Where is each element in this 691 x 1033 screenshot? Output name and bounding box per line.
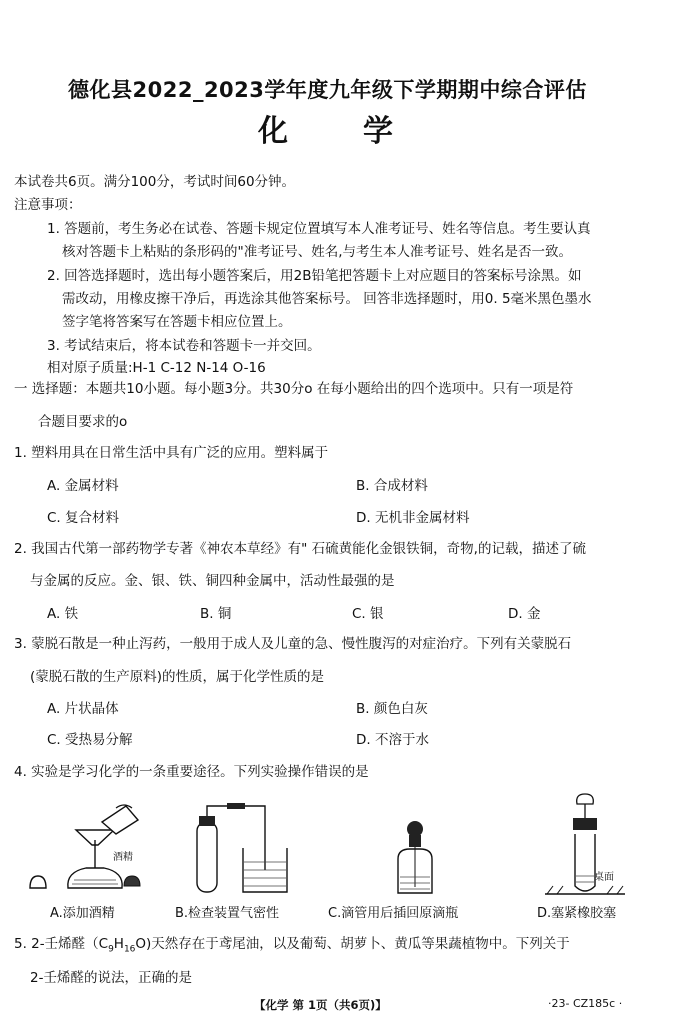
section-heading-1: 一 选择题：本题共10小题。每小题3分。共30分o 在每小题给出的四个选项中。只有一项是符	[14, 381, 574, 397]
q1-stem: 1. 塑料用具在日常生活中具有广泛的应用。塑料属于	[14, 445, 329, 461]
q1-option-c: C. 复合材料	[47, 510, 120, 526]
q2-option-b: B. 铜	[200, 606, 232, 622]
q4-option-a: A.添加酒精	[50, 906, 115, 921]
q3-stem-1: 3. 蒙脱石散是一种止泻药，一般用于成人及儿童的急、慢性腹泻的对症治疗。下列有关蒙脱石	[14, 636, 572, 652]
q5-stem-2: 2-壬烯醛的说法，正确的是	[30, 970, 192, 986]
q3-option-d: D. 不溶于水	[356, 732, 429, 748]
q2-option-d: D. 金	[508, 606, 541, 622]
q1-option-a: A. 金属材料	[47, 478, 119, 494]
note-2b: 需改动，用橡皮擦干净后，再选涂其他答案标号。 回答非选择题时，用0. 5毫米黑色墨水	[62, 291, 592, 307]
q4-option-d: D.塞紧橡胶塞	[537, 906, 617, 921]
q5-stem-1: 5. 2-壬烯醛$(C_9H_{16}O)$天然存在于鸢尾油，以及葡萄、胡萝卜、黄瓜等果蔬植物中。下列关于	[14, 936, 570, 955]
q1-option-b: B. 合成材料	[356, 478, 428, 494]
q2-option-c: C. 银	[352, 606, 384, 622]
figure-c-dropper	[380, 815, 450, 900]
note-1a: 1. 答题前，考生务必在试卷、答题卡规定位置填写本人准考证号、姓名等信息。考生要认真	[47, 221, 591, 237]
note-1b: 核对答题卡上粘贴的条形码的"准考证号、姓名,与考生本人准考证号、姓名是否一致。	[62, 244, 572, 260]
q2-option-a: A. 铁	[47, 606, 79, 622]
q4-option-b: B.检查装置气密性	[175, 906, 280, 921]
notes-title: 注意事项：	[14, 197, 82, 213]
subject-left: 化	[258, 114, 290, 149]
q3-stem-2: (蒙脱石散的生产原料)的性质，属于化学性质的是	[30, 669, 325, 685]
note-3: 3. 考试结束后，将本试卷和答题卡一并交回。	[47, 338, 321, 354]
figure-d-stopper	[545, 790, 625, 900]
exam-title: 德化县2022_2023学年度九年级下学期期中综合评估	[68, 78, 587, 102]
q3-option-b: B. 颜色白灰	[356, 701, 428, 717]
page-footer: 【化学 第 1页（共6页)】	[254, 998, 387, 1012]
q1-option-d: D. 无机非金属材料	[356, 510, 470, 526]
q3-option-c: C. 受热易分解	[47, 732, 133, 748]
note-2c: 签字笔将答案写在答题卡相应位置上。	[62, 314, 292, 330]
section-heading-2: 合题目要求的o	[38, 414, 128, 430]
q3-option-a: A. 片状晶体	[47, 701, 119, 717]
q4-stem: 4. 实验是学习化学的一条重要途径。下列实验操作错误的是	[14, 764, 369, 780]
label-table: 桌面	[594, 872, 614, 883]
intro-line: 本试卷共6页。满分100分，考试时间60分钟。	[14, 174, 296, 190]
atomic-mass: 相对原子质量:H-1 C-12 N-14 O-16	[47, 360, 266, 376]
q4-option-c: C.滴管用后插回原滴瓶	[328, 906, 459, 921]
subject-right: 学	[363, 114, 395, 149]
q2-stem-2: 与金属的反应。金、银、铁、铜四种金属中，活动性最强的是	[30, 573, 395, 589]
figure-b-airtightness	[185, 800, 295, 900]
note-2a: 2. 回答选择题时，选出每小题答案后，用2B铅笔把答题卡上对应题目的答案标号涂黑。如	[47, 268, 582, 284]
label-alcohol: 酒精	[113, 852, 133, 863]
paper-code: ·23- CZ185c ·	[548, 997, 623, 1010]
q2-stem-1: 2. 我国古代第一部药物学专著《神农本草经》有" 石硫黄能化金银铁铜，奇物,的记载，描述了硫	[14, 541, 586, 557]
